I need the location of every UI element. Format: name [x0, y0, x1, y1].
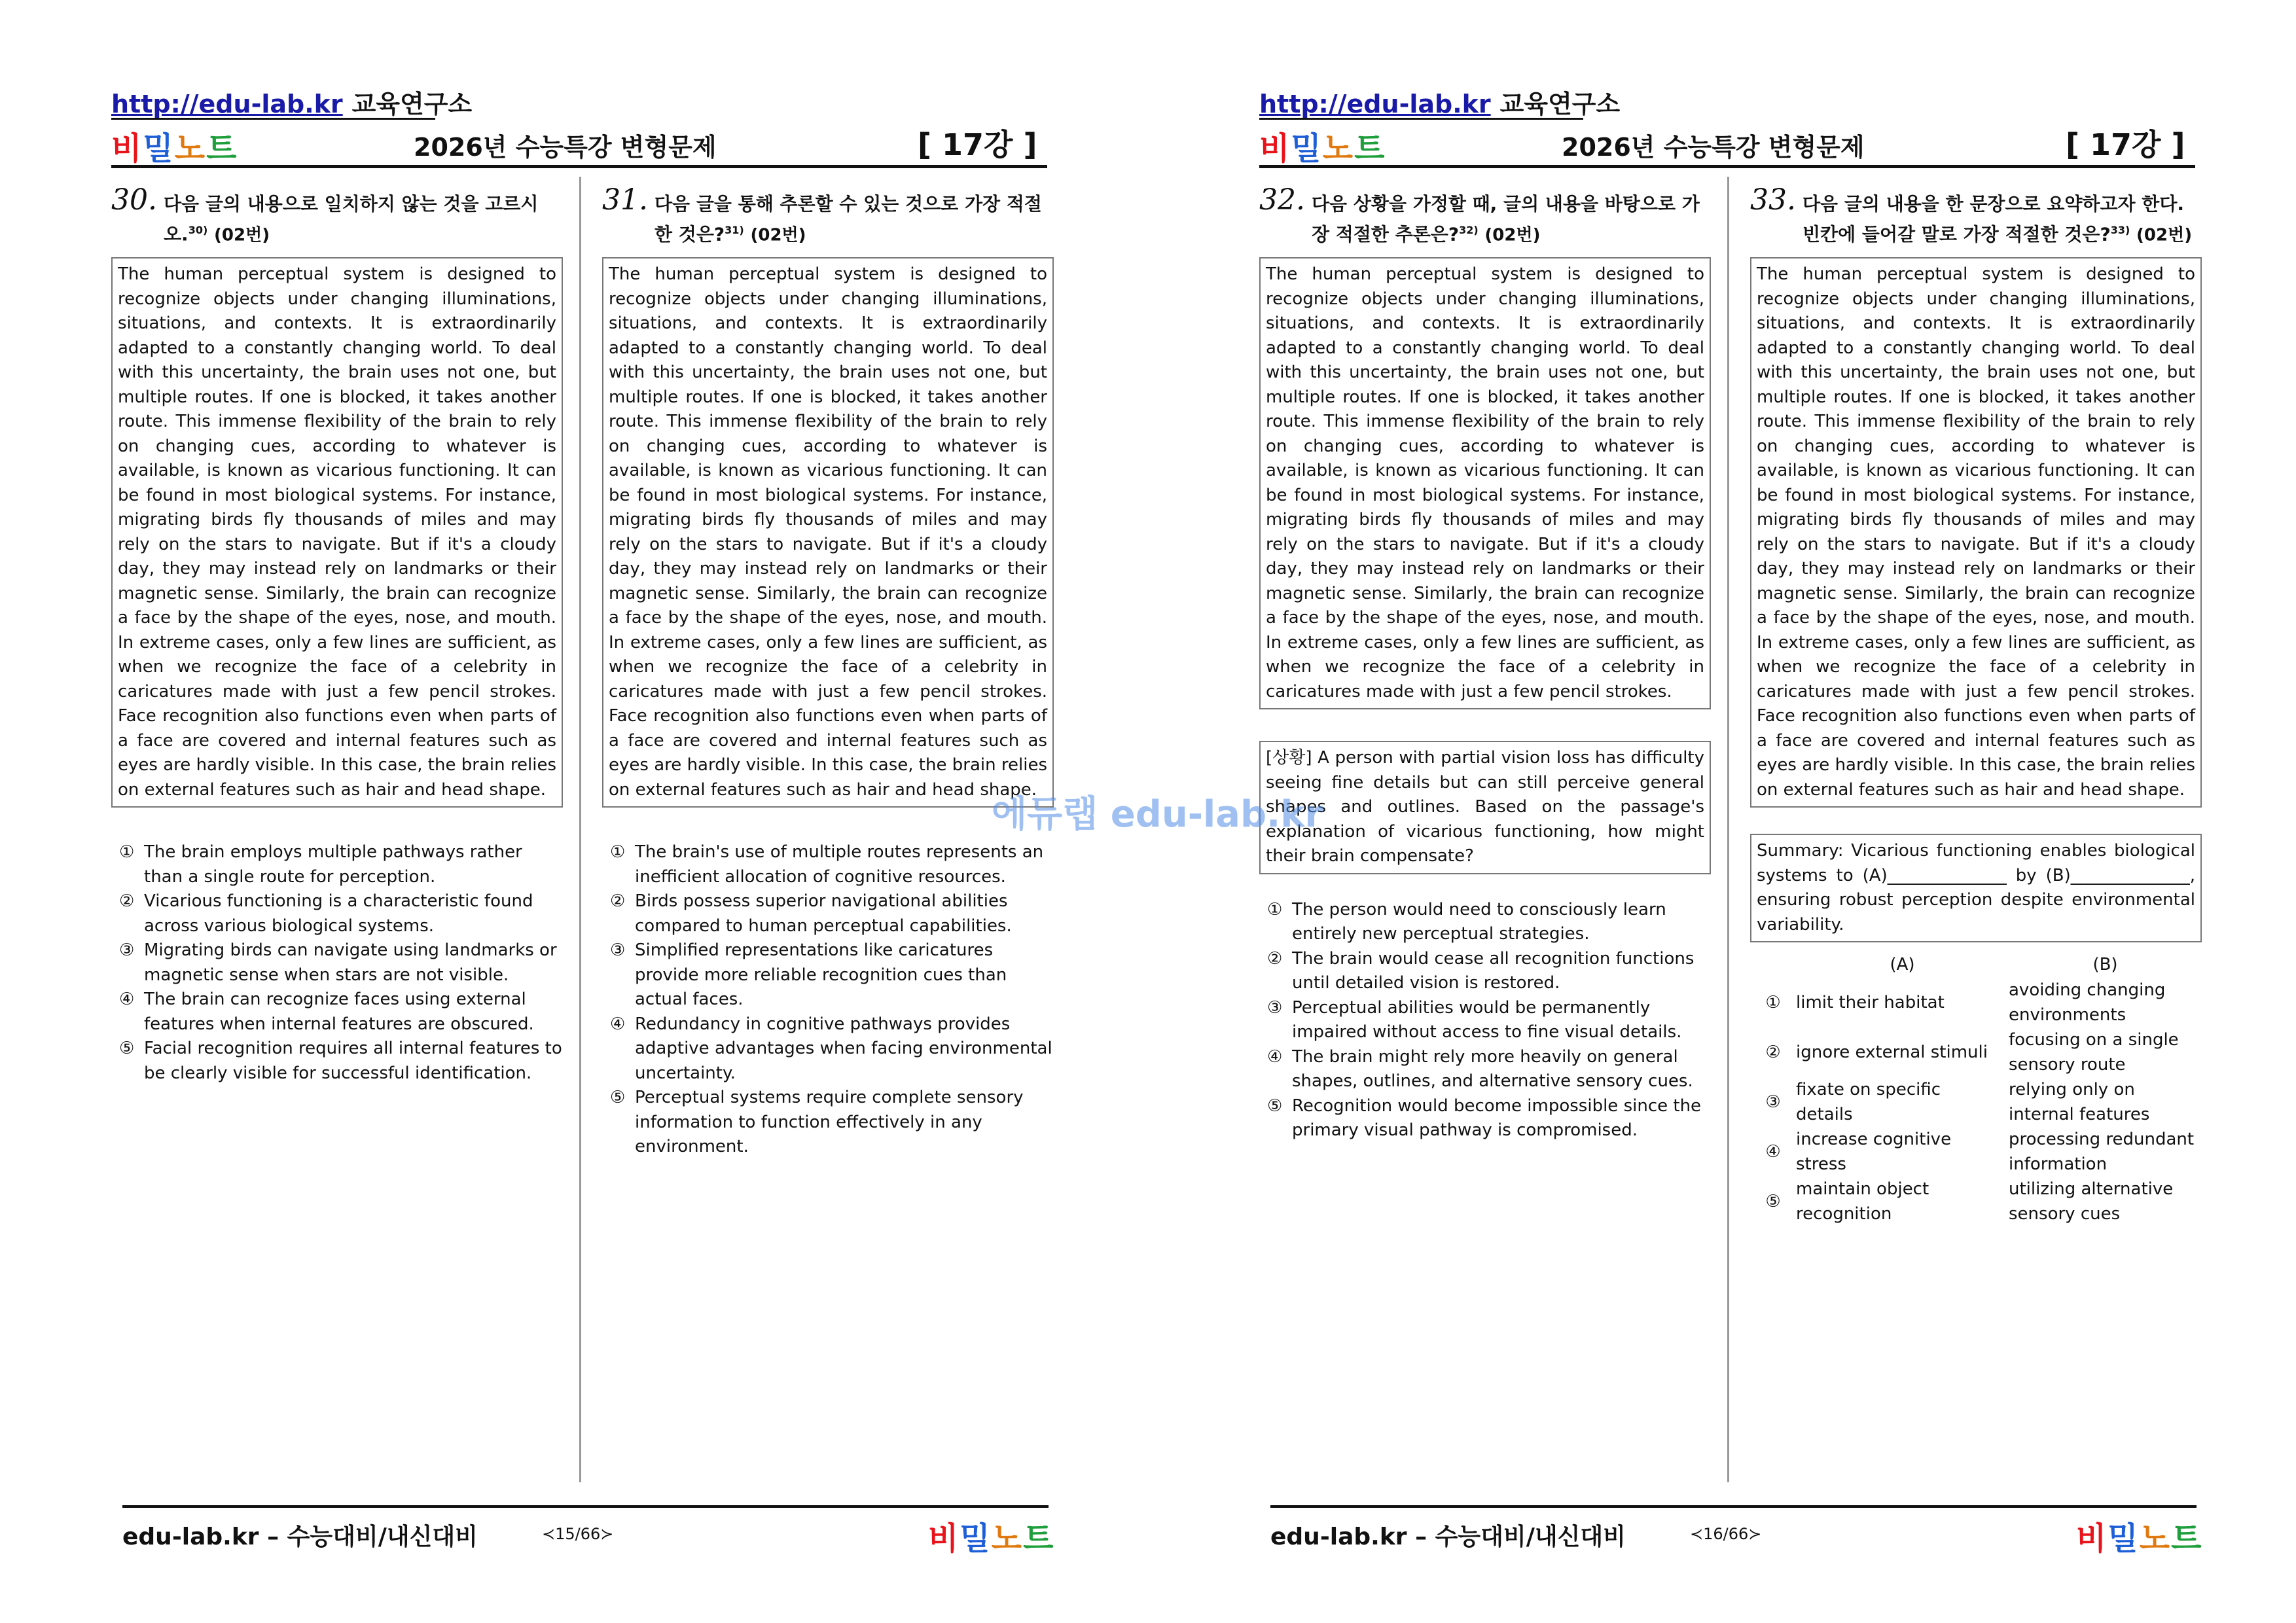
header-rule — [1259, 165, 2195, 168]
page-title: 2026년 수능특강 변형문제 — [414, 133, 717, 162]
option-4[interactable]: ④ The brain might rely more heavily on general shapes, outlines, and alternative sensory cues. — [1267, 1046, 1693, 1092]
footnote-ref: 31) — [725, 224, 744, 236]
lecture-number: [ 17강 ] — [918, 127, 1037, 162]
column-divider — [579, 177, 581, 1482]
answer-row[interactable]: ③ fixate on specific details relying only on internal features — [1765, 1080, 2150, 1125]
question-30 — [111, 183, 563, 1086]
question-prompt: 다음 글의 내용을 한 문장으로 요약하고자 한다. 빈칸에 들어갈 말로 가장 적절한 것은? — [1803, 193, 2185, 245]
site-underline — [111, 118, 435, 120]
answer-options — [111, 840, 563, 1086]
option-1[interactable]: ① The brain employs multiple pathways rather than a single route for perception. — [119, 842, 522, 887]
option-4[interactable]: ④ The brain can recognize faces using external features when internal features are obscured. — [119, 990, 534, 1034]
site-header — [1259, 84, 1620, 120]
option-2[interactable]: ② Vicarious functioning is a characteristic found across various biological systems. — [119, 891, 533, 936]
passage-box: The human perceptual system is designed to recognize objects under changing illuminations, situations, and contexts. It is extraordinarily adapted to a constantly changing world. To deal with this uncertainty, the brain uses not one, but multiple routes. If one is blocked, it takes another route. This immense flexibility of the brain to rely on changing cues, according to whatever is available, is known as vicarious functioning. It can be found in most biological systems. For instance, migrating birds fly thousands of miles and may rely on the stars to navigate. But if it's a cloudy day, they may instead rely on landmarks or their magnetic sense. Similarly, the brain can recognize a face by the shape of the eyes, nose, and mouth. In extreme cases, only a few lines are sufficient, as when we recognize the face of a celebrity in caricatures made with just a few pencil strokes. Face recognition also functions even when parts of a face are covered and internal features such as eyes are hardly visible. In this case, the brain relies on external features such as hair and head shape. — [1750, 257, 2202, 808]
option-3[interactable]: ③ Migrating birds can navigate using landmarks or magnetic sense when stars are not visible. — [119, 940, 557, 985]
option-1[interactable]: ① The person would need to consciously learn entirely new perceptual strategies. — [1267, 899, 1666, 944]
site-underline — [1259, 118, 1583, 120]
question-prompt: 다음 상황을 가정할 때, 글의 내용을 바탕으로 가장 적절한 추론은? — [1312, 193, 1700, 245]
question-32 — [1259, 183, 1711, 1143]
question-code: (02번) — [2136, 225, 2193, 245]
option-3[interactable]: ③ Perceptual abilities would be permanently impaired without access to fine visual details. — [1267, 997, 1682, 1043]
option-2[interactable]: ② Birds possess superior navigational abilities compared to human perceptual capabilities. — [610, 891, 1012, 936]
question-heading — [1259, 183, 1711, 248]
footnote-ref: 30) — [188, 224, 208, 236]
page-number: ≺16/66≻ — [1690, 1525, 1762, 1543]
column-a-header: (A) — [1890, 955, 1915, 975]
summary-box: Summary: Vicarious functioning enables biological systems to (A)______________ by (B)______________, ensuring robust perception despite environmental variability. — [1750, 834, 2202, 942]
footer-brand-logo: 비밀노트 — [928, 1520, 1055, 1557]
question-code: (02번) — [1484, 225, 1541, 245]
footer-site: edu-lab.kr – 수능대비/내신대비 — [1270, 1524, 1626, 1550]
lecture-number: [ 17강 ] — [2066, 127, 2185, 162]
passage-box: The human perceptual system is designed to recognize objects under changing illuminations, situations, and contexts. It is extraordinarily adapted to a constantly changing world. To deal with this uncertainty, the brain uses not one, but multiple routes. If one is blocked, it takes another route. This immense flexibility of the brain to rely on changing cues, according to whatever is available, is known as vicarious functioning. It can be found in most biological systems. For instance, migrating birds fly thousands of miles and may rely on the stars to navigate. But if it's a cloudy day, they may instead rely on landmarks or their magnetic sense. Similarly, the brain can recognize a face by the shape of the eyes, nose, and mouth. In extreme cases, only a few lines are sufficient, as when we recognize the face of a celebrity in caricatures made with just a few pencil strokes. — [1259, 257, 1711, 709]
question-number: 31. — [602, 183, 648, 217]
answer-row[interactable]: ① limit their habitat avoiding changing environments — [1765, 980, 2166, 1026]
footnote-ref: 33) — [2110, 224, 2130, 236]
answer-row[interactable]: ② ignore external stimuli focusing on a single sensory route — [1765, 1030, 2179, 1075]
question-heading — [1750, 183, 2202, 248]
question-33 — [1750, 183, 2202, 1226]
header-rule — [111, 165, 1047, 168]
watermark: 에듀랩 edu-lab.kr — [992, 793, 1323, 836]
question-code: (02번) — [214, 225, 270, 245]
footer-brand-logo: 비밀노트 — [2076, 1520, 2203, 1557]
footnote-ref: 32) — [1459, 224, 1479, 236]
answer-options — [1259, 898, 1711, 1143]
option-1[interactable]: ① The brain's use of multiple routes represents an inefficient allocation of cognitive resources. — [610, 842, 1044, 887]
answer-row[interactable]: ⑤ maintain object recognition utilizing alternative sensory cues — [1765, 1179, 2174, 1224]
site-org: 교육연구소 — [351, 90, 473, 118]
situation-box: [상황] A person with partial vision loss has difficulty seeing fine details but can still perceive general shapes and outlines. Based on the passage's explanation of vicarious functioning, how might their brain compensate? — [1259, 741, 1711, 874]
option-4[interactable]: ④ Redundancy in cognitive pathways provides adaptive advantages when facing environmental uncertainty. — [610, 1014, 1052, 1083]
site-org: 교육연구소 — [1499, 90, 1621, 118]
option-5[interactable]: ⑤ Perceptual systems require complete sensory information to function effectively in any environment. — [610, 1088, 1024, 1157]
passage-box: The human perceptual system is designed to recognize objects under changing illuminations, situations, and contexts. It is extraordinarily adapted to a constantly changing world. To deal with this uncertainty, the brain uses not one, but multiple routes. If one is blocked, it takes another route. This immense flexibility of the brain to rely on changing cues, according to whatever is available, is known as vicarious functioning. It can be found in most biological systems. For instance, migrating birds fly thousands of miles and may rely on the stars to navigate. But if it's a cloudy day, they may instead rely on landmarks or their magnetic sense. Similarly, the brain can recognize a face by the shape of the eyes, nose, and mouth. In extreme cases, only a few lines are sufficient, as when we recognize the face of a celebrity in caricatures made with just a few pencil strokes. Face recognition also functions even when parts of a face are covered and internal features such as eyes are hardly visible. In this case, the brain relies on external features such as hair and head shape. — [111, 257, 563, 808]
question-number: 33. — [1750, 183, 1796, 217]
site-header — [111, 84, 472, 120]
option-5[interactable]: ⑤ Facial recognition requires all internal features to be clearly visible for successful identification. — [119, 1039, 562, 1083]
passage-box: The human perceptual system is designed to recognize objects under changing illuminations, situations, and contexts. It is extraordinarily adapted to a constantly changing world. To deal with this uncertainty, the brain uses not one, but multiple routes. If one is blocked, it takes another route. This immense flexibility of the brain to rely on changing cues, according to whatever is available, is known as vicarious functioning. It can be found in most biological systems. For instance, migrating birds fly thousands of miles and may rely on the stars to navigate. But if it's a cloudy day, they may instead rely on landmarks or their magnetic sense. Similarly, the brain can recognize a face by the shape of the eyes, nose, and mouth. In extreme cases, only a few lines are sufficient, as when we recognize the face of a celebrity in caricatures made with just a few pencil strokes. Face recognition also functions even when parts of a face are covered and internal features such as eyes are hardly visible. In this case, the brain relies on external features such as hair and head shape. — [602, 257, 1054, 808]
option-3[interactable]: ③ Simplified representations like caricatures provide more reliable recognition cues than actual faces. — [610, 940, 1007, 1010]
question-heading — [111, 183, 563, 248]
answer-row[interactable]: ④ increase cognitive stress processing redundant information — [1765, 1130, 2195, 1175]
question-prompt: 다음 글을 통해 추론할 수 있는 것으로 가장 적절한 것은? — [655, 193, 1042, 245]
footer-rule — [122, 1505, 1049, 1508]
column-b-header: (B) — [2092, 955, 2118, 975]
page-title: 2026년 수능특강 변형문제 — [1562, 133, 1865, 162]
question-code: (02번) — [750, 225, 806, 245]
answer-table-header — [1750, 952, 2202, 978]
option-2[interactable]: ② The brain would cease all recognition functions until detailed vision is restored. — [1267, 948, 1695, 993]
site-link[interactable]: http://edu-lab.kr — [111, 90, 343, 118]
footer-site: edu-lab.kr – 수능대비/내신대비 — [122, 1524, 478, 1550]
question-31 — [602, 183, 1054, 1160]
brand-logo: 비밀노트 — [111, 130, 238, 167]
page-number: ≺15/66≻ — [542, 1525, 614, 1543]
question-prompt: 다음 글의 내용으로 일치하지 않는 것을 고르시오. — [164, 193, 539, 245]
site-link[interactable]: http://edu-lab.kr — [1259, 90, 1491, 118]
option-5[interactable]: ⑤ Recognition would become impossible since the primary visual pathway is compromised. — [1267, 1096, 1702, 1141]
answer-options — [602, 840, 1054, 1160]
question-heading — [602, 183, 1054, 248]
footer-rule — [1270, 1505, 2197, 1508]
question-number: 32. — [1259, 183, 1305, 217]
brand-logo: 비밀노트 — [1259, 130, 1386, 167]
column-divider — [1727, 177, 1729, 1482]
question-number: 30. — [111, 183, 157, 217]
answer-table — [1750, 952, 2202, 1226]
